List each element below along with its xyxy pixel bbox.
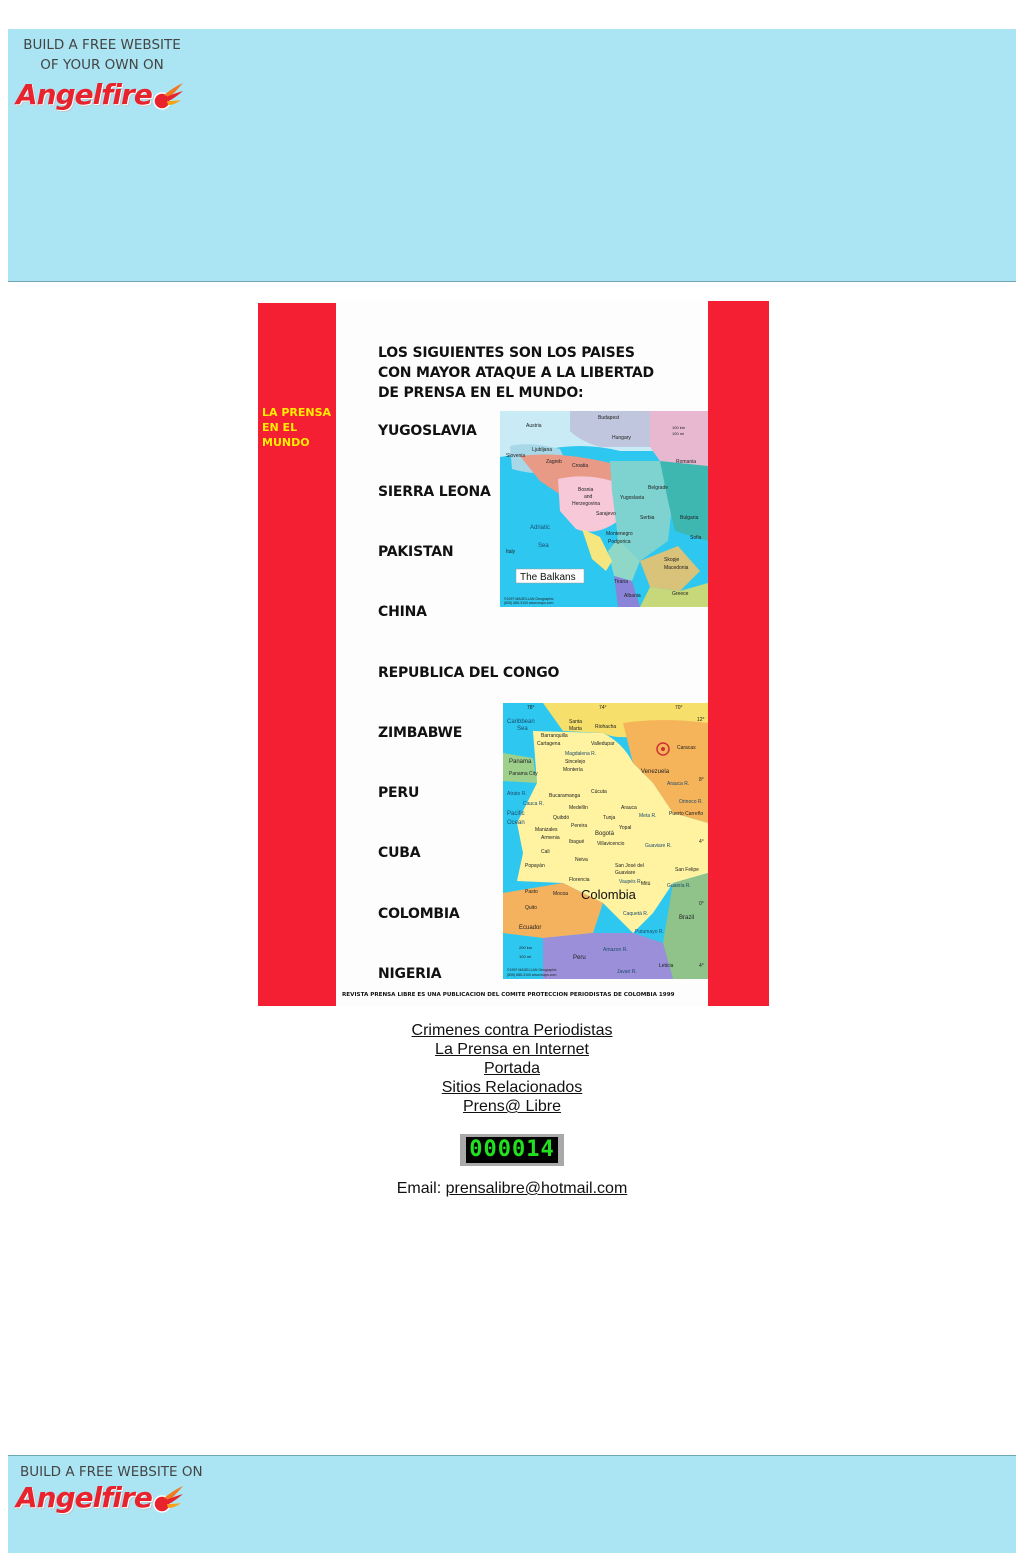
map-label: Sincelejo bbox=[565, 759, 586, 765]
map-label: Marta bbox=[569, 726, 582, 732]
side-title-line: EN EL bbox=[262, 421, 298, 434]
map-label: Leticia bbox=[659, 963, 674, 969]
map-label: 200 km bbox=[519, 945, 533, 950]
country-item: NIGERIA bbox=[378, 966, 442, 982]
map-label: Italy bbox=[506, 549, 516, 555]
map-label: Cúcuta bbox=[591, 789, 607, 795]
side-title-line: LA PRENSA bbox=[262, 406, 332, 419]
map-label: Cali bbox=[541, 849, 550, 855]
country-item: COLOMBIA bbox=[378, 906, 460, 922]
poster-footer-note: REVISTA PRENSA LIBRE ES UNA PUBLICACION DEL COMITE PROTECCION PERIODISTAS DE COLOMBIA 1999 bbox=[342, 992, 675, 998]
map-label: Podgorica bbox=[608, 539, 631, 545]
poster-right-bar bbox=[708, 301, 769, 1006]
country-item: PAKISTAN bbox=[378, 544, 454, 560]
map-label: Tirana bbox=[614, 579, 628, 585]
hit-counter bbox=[460, 1134, 564, 1166]
map-label: Guaviare R. bbox=[645, 843, 672, 849]
map-label: Putumayo R. bbox=[635, 929, 664, 935]
map-label: Sea bbox=[538, 543, 549, 549]
tagline-line-2: OF YOUR OWN ON bbox=[40, 57, 164, 73]
angelfire-wordmark: Angelfire bbox=[16, 1480, 152, 1514]
map-label: Tunja bbox=[603, 815, 616, 821]
map-label: Peru bbox=[573, 955, 586, 961]
heading-line: LOS SIGUIENTES SON LOS PAISES bbox=[378, 345, 635, 361]
map-label: Armenia bbox=[541, 835, 560, 841]
map-label: 74° bbox=[599, 705, 607, 711]
map-label: Albania bbox=[624, 593, 641, 599]
country-item: ZIMBABWE bbox=[378, 725, 463, 741]
flame-icon bbox=[150, 81, 184, 111]
map-label: Mitú bbox=[641, 881, 651, 887]
map-label: Zagreb bbox=[546, 459, 562, 465]
map-label: Sofia bbox=[690, 535, 702, 541]
map-label: Brazil bbox=[679, 915, 695, 921]
email-line bbox=[312, 1180, 712, 1198]
map-label: Bulgaria bbox=[680, 515, 699, 521]
map-label: Croatia bbox=[572, 463, 589, 469]
map-label: Guainía R. bbox=[667, 883, 691, 889]
map-label: Yugoslavia bbox=[620, 495, 645, 501]
map-label: Ibagué bbox=[569, 839, 585, 845]
map-label: Javari R. bbox=[617, 969, 637, 975]
map-label: Austria bbox=[526, 423, 542, 429]
map-label: Arauca R. bbox=[667, 781, 690, 787]
map-label: Panama bbox=[509, 759, 532, 765]
map-label: Greece bbox=[672, 591, 689, 597]
map-label: ©1997 MAGELLAN Geographic bbox=[504, 597, 554, 601]
map-label: Ecuador bbox=[519, 925, 542, 931]
flame-icon bbox=[150, 1484, 184, 1514]
map-label: Riohacha bbox=[595, 724, 617, 730]
map-label: Sarajevo bbox=[596, 511, 616, 517]
map-label: 78° bbox=[527, 705, 535, 711]
map-label: San Felipe bbox=[675, 867, 699, 873]
poster-heading bbox=[378, 343, 688, 403]
country-item: YUGOSLAVIA bbox=[378, 423, 477, 439]
map-label: Montería bbox=[563, 767, 583, 773]
map-label: Ljubljana bbox=[532, 447, 553, 453]
map-label: 4° bbox=[699, 839, 704, 845]
balkans-map bbox=[500, 411, 708, 607]
map-label: Cauca R. bbox=[523, 801, 544, 807]
map-label: Panama City bbox=[509, 771, 538, 777]
map-label: 100 mi bbox=[519, 954, 532, 959]
map-label: ©1997 MAGELLAN Geographic bbox=[507, 968, 557, 972]
heading-line: CON MAYOR ATAQUE A LA LIBERTAD bbox=[378, 365, 654, 381]
map-label: Macedonia bbox=[664, 565, 689, 571]
map-label: Herzegovina bbox=[572, 501, 601, 507]
banner-tagline: BUILD A FREE WEBSITE ON bbox=[20, 1464, 203, 1480]
country-item: CUBA bbox=[378, 845, 421, 861]
map-label: Barranquilla bbox=[541, 733, 568, 739]
map-label: San José del bbox=[615, 863, 644, 869]
country-item: REPUBLICA DEL CONGO bbox=[378, 665, 560, 681]
map-label: 100 km bbox=[672, 425, 686, 430]
map-label: Pasto bbox=[525, 889, 538, 895]
map-label: Skopje bbox=[664, 557, 680, 563]
map-label: Orinoco R. bbox=[679, 799, 703, 805]
link-prensa-internet[interactable]: La Prensa en Internet bbox=[435, 1041, 589, 1058]
colombia-map bbox=[503, 703, 708, 979]
map-label: Slovenia bbox=[506, 453, 526, 459]
link-prensa-libre[interactable]: Prens@ Libre bbox=[462, 1098, 562, 1115]
map-label: Arauca bbox=[621, 805, 637, 811]
map-caption: The Balkans bbox=[520, 572, 576, 583]
map-label: Serbia bbox=[640, 515, 655, 521]
nav-links bbox=[312, 1021, 712, 1116]
map-label: 4° bbox=[699, 963, 704, 969]
map-label: Santa bbox=[569, 719, 583, 725]
map-label: Guaviare bbox=[615, 870, 636, 876]
map-label: Budapest bbox=[598, 415, 620, 421]
map-label: 100 mi bbox=[672, 431, 685, 436]
map-label: Neiva bbox=[575, 857, 588, 863]
tagline-line-1: BUILD A FREE WEBSITE bbox=[23, 37, 181, 53]
map-label: Puerto Carreño bbox=[669, 811, 704, 817]
map-label: Belgrade bbox=[648, 485, 669, 491]
country-item: SIERRA LEONA bbox=[378, 484, 491, 500]
map-label: (805) 685-3100 www.maps.com bbox=[504, 601, 554, 605]
map-label: Medellín bbox=[569, 805, 588, 811]
map-label: Ocean bbox=[507, 820, 525, 826]
map-label: Montenegro bbox=[606, 531, 633, 537]
map-label: Vaupés R. bbox=[619, 879, 642, 885]
map-label: Venezuela bbox=[641, 769, 670, 775]
map-label: Cartagena bbox=[537, 741, 561, 747]
press-freedom-poster bbox=[258, 301, 769, 1006]
angelfire-wordmark: Angelfire bbox=[16, 77, 152, 111]
angelfire-logo[interactable] bbox=[16, 77, 184, 111]
map-label: Amazon R. bbox=[603, 947, 628, 953]
map-label: and bbox=[584, 494, 593, 500]
country-item: PERU bbox=[378, 785, 420, 801]
map-label: Quibdó bbox=[553, 815, 570, 821]
map-label: Meta R. bbox=[639, 813, 657, 819]
map-label: Mocoa bbox=[553, 891, 569, 897]
map-label: Caracas bbox=[677, 745, 696, 751]
map-caption: Colombia bbox=[581, 887, 636, 902]
map-label: Sea bbox=[517, 726, 528, 732]
side-title-line: MUNDO bbox=[262, 436, 310, 449]
link-crimenes[interactable]: Crimenes contra Periodistas bbox=[411, 1022, 613, 1039]
map-label: Popayán bbox=[525, 863, 545, 869]
counter-value: 000014 bbox=[466, 1137, 557, 1163]
bottom-ad-banner[interactable] bbox=[8, 1455, 1016, 1553]
map-label: Yopal bbox=[619, 825, 632, 831]
map-label: 0° bbox=[699, 901, 704, 907]
heading-line: DE PRENSA EN EL MUNDO: bbox=[378, 385, 584, 401]
country-item: CHINA bbox=[378, 604, 427, 620]
email-label: Email: bbox=[396, 1180, 442, 1197]
map-label: Pacific bbox=[507, 811, 525, 817]
link-portada[interactable]: Portada bbox=[483, 1060, 541, 1077]
email-link[interactable]: prensalibre@hotmail.com bbox=[445, 1180, 628, 1197]
map-label: Bucaramanga bbox=[549, 793, 581, 799]
map-label: Valledupar bbox=[591, 741, 615, 747]
map-label: (805) 685-3100 www.maps.com bbox=[507, 973, 557, 977]
map-label: Atrato R. bbox=[507, 791, 527, 797]
link-sitios-relacionados[interactable]: Sitios Relacionados bbox=[441, 1079, 583, 1096]
map-label: 8° bbox=[699, 777, 704, 783]
map-label: Caribbean bbox=[507, 719, 535, 725]
map-label: Florencia bbox=[569, 877, 590, 883]
map-label: Pereira bbox=[571, 823, 588, 829]
map-label: Quito bbox=[525, 905, 537, 911]
map-label: Adriatic bbox=[530, 525, 551, 531]
map-label: 12° bbox=[697, 717, 705, 723]
map-label: 70° bbox=[675, 705, 683, 711]
map-label: Caquetá R. bbox=[623, 911, 649, 917]
map-label: Romania bbox=[676, 459, 697, 465]
top-ad-banner[interactable] bbox=[8, 29, 1016, 282]
map-label: Bogotá bbox=[595, 831, 615, 837]
banner-tagline bbox=[20, 35, 184, 75]
map-label: Hungary bbox=[612, 435, 631, 441]
map-label: Magdalena R. bbox=[565, 751, 597, 757]
poster-side-title bbox=[262, 405, 334, 450]
angelfire-logo[interactable] bbox=[16, 1480, 184, 1514]
map-label: Bosnia bbox=[578, 487, 594, 493]
map-label: Villavicencio bbox=[597, 841, 625, 847]
map-label: Manizales bbox=[535, 827, 558, 833]
